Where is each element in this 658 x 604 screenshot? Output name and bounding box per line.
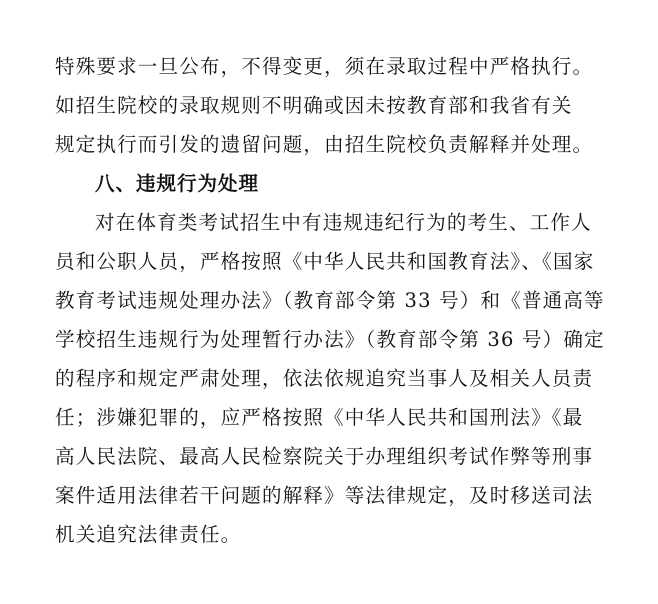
text-line-2: 如招生院校的录取规则不明确或因未按教育部和我省有关 <box>55 94 573 117</box>
text-line-12: 机关追究法律责任。 <box>55 523 242 546</box>
text-line-4: 对在体育类考试招生中有违规违纪行为的考生、工作人 <box>95 211 592 234</box>
text-line-1: 特殊要求一旦公布，不得变更，须在录取过程中严格执行。 <box>55 55 594 78</box>
text-line-8: 的程序和规定严肃处理，依法依规追究当事人及相关人员责 <box>55 367 594 390</box>
text-line-5: 员和公职人员，严格按照《中华人民共和国教育法》、《国家 <box>55 250 595 273</box>
text-line-11: 案件适用法律若干问题的解释》等法律规定，及时移送司法 <box>55 484 594 507</box>
text-line-9: 任；涉嫌犯罪的，应严格按照《中华人民共和国刑法》《最 <box>55 406 584 429</box>
text-line-7: 学校招生违规行为处理暂行办法》（教育部令第 36 号）确定 <box>55 328 605 351</box>
text-line-10: 高人民法院、最高人民检察院关于办理组织考试作弊等刑事 <box>55 445 594 468</box>
text-line-3: 规定执行而引发的遗留问题，由招生院校负责解释并处理。 <box>55 133 594 156</box>
section-heading: 八、违规行为处理 <box>95 172 260 195</box>
text-line-6: 教育考试违规处理办法》（教育部令第 33 号）和《普通高等 <box>55 289 605 312</box>
